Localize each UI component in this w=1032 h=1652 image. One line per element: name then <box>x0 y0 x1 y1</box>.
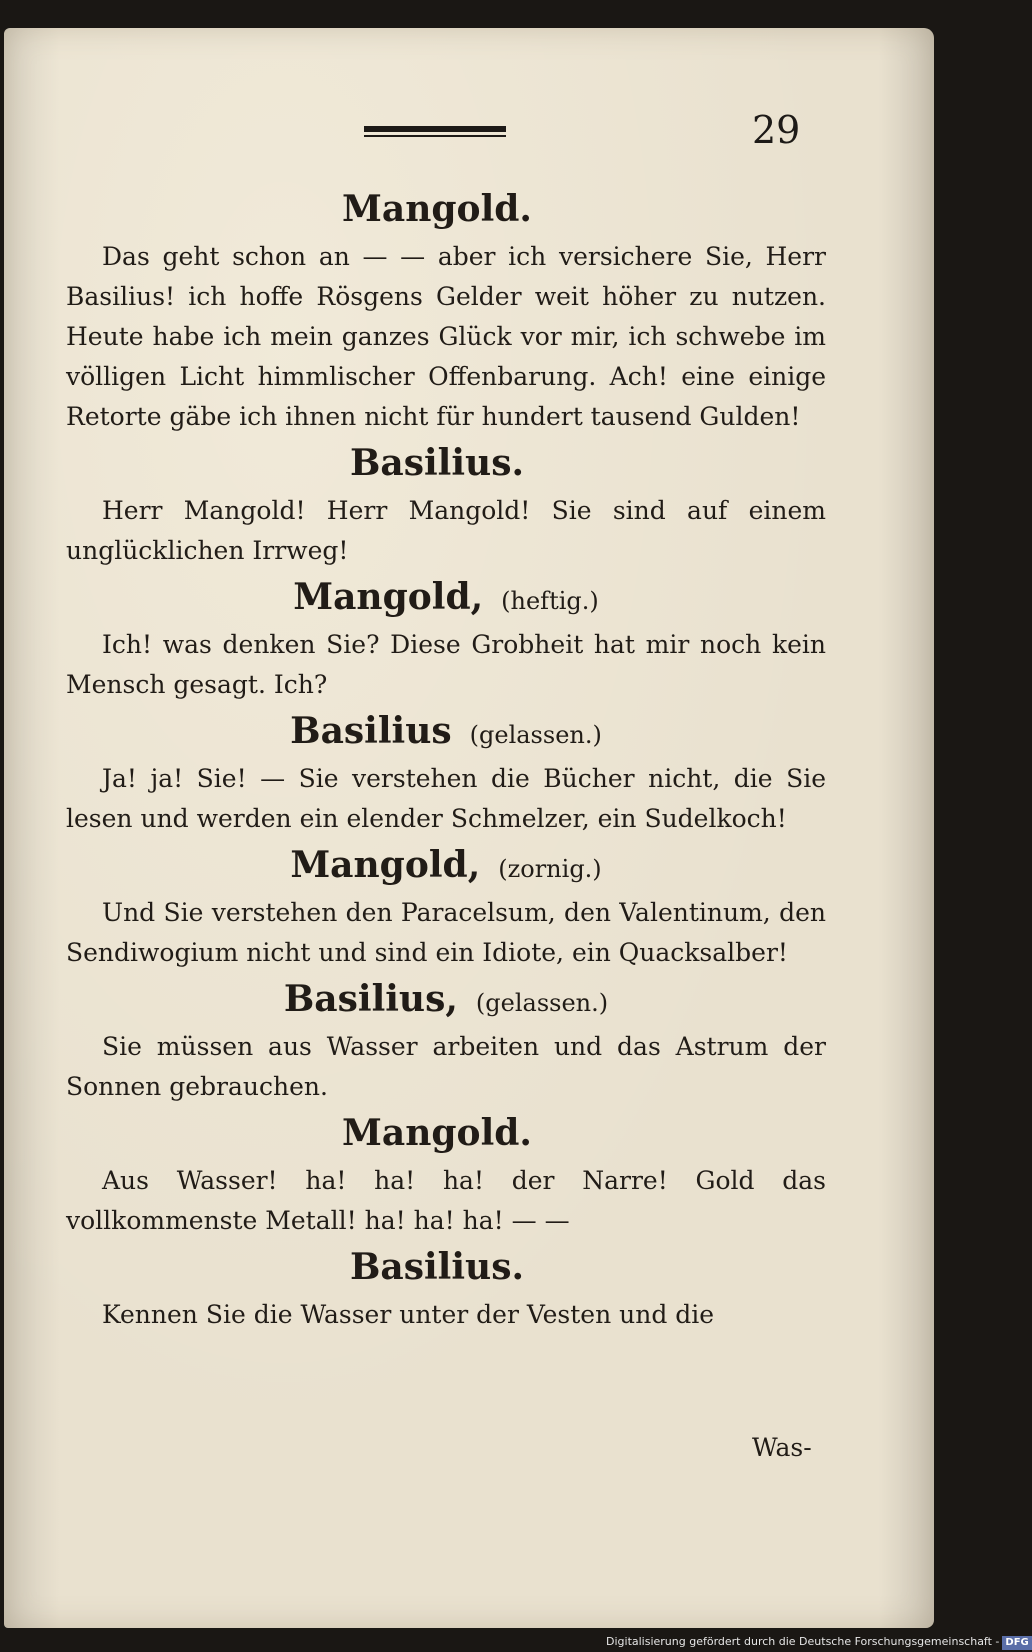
credit-text: Digitalisierung gefördert durch die Deutsche Forschungsgemeinschaft - <box>606 1635 1000 1648</box>
catchword: Was- <box>752 1433 812 1462</box>
dialogue-block <box>66 841 826 973</box>
dialogue-block <box>66 975 826 1107</box>
dfg-logo: DFG <box>1002 1636 1031 1650</box>
speech-text: Sie müssen aus Wasser arbeiten und das Astrum der Sonnen gebrauchen. <box>66 1032 826 1101</box>
speaker-name: Mangold. <box>342 1112 532 1154</box>
dialogue-text <box>66 183 826 1335</box>
page-number: 29 <box>752 108 801 152</box>
book-page <box>4 28 934 1628</box>
speaker-name: Basilius. <box>349 1246 525 1288</box>
speech-text: Herr Mangold! Herr Mangold! Sie sind auf einem unglücklichen Irrweg! <box>66 496 826 565</box>
stage-direction: (zornig.) <box>498 855 602 883</box>
speech-text: Aus Wasser! ha! ha! ha! der Narre! Gold das vollkommenste Metall! ha! ha! ha! — — <box>66 1166 826 1235</box>
speaker-name: Mangold, (heftig.) <box>293 576 599 618</box>
stage-direction: (gelassen.) <box>475 989 609 1017</box>
speaker-name: Basilius. <box>349 442 525 484</box>
speaker-name: Basilius (gelassen.) <box>290 710 602 752</box>
header-rule-thin-line <box>364 135 506 137</box>
header-rule-thick-line <box>364 126 506 132</box>
digitization-credit <box>606 1634 1032 1650</box>
speech-text: Das geht schon an — — aber ich versichere Sie, Herr Basilius! ich hoffe Rösgens Gelder weit höher zu nutzen. Heute habe ich mein ganzes Glück vor mir, ich schwebe im völligen Licht himmlischer Offenbarung. Ach! eine einige Retorte gäbe ich ihnen nicht für hundert tausend Gulden! <box>66 242 826 431</box>
dialogue-block <box>66 185 826 437</box>
speech-text: Ich! was denken Sie? Diese Grobheit hat mir noch kein Mensch gesagt. Ich? <box>66 630 826 699</box>
speaker-name: Mangold, (zornig.) <box>290 844 602 886</box>
dialogue-block <box>66 1109 826 1241</box>
speech-text: Ja! ja! Sie! — Sie verstehen die Bücher nicht, die Sie lesen und werden ein elender Schmelzer, ein Sudelkoch! <box>66 764 826 833</box>
header-rule <box>364 126 506 140</box>
dialogue-block <box>66 1243 826 1335</box>
dialogue-block <box>66 707 826 839</box>
dialogue-block <box>66 573 826 705</box>
stage-direction: (gelassen.) <box>469 721 602 749</box>
speech-text: Und Sie verstehen den Paracelsum, den Valentinum, den Sendiwogium nicht und sind ein Idiote, ein Quacksalber! <box>66 898 826 967</box>
stage-direction: (heftig.) <box>501 587 599 615</box>
speech-text: Kennen Sie die Wasser unter der Vesten und die <box>102 1300 715 1329</box>
dialogue-block <box>66 439 826 571</box>
speaker-name: Mangold. <box>342 188 532 230</box>
speaker-name: Basilius, (gelassen.) <box>283 978 609 1020</box>
